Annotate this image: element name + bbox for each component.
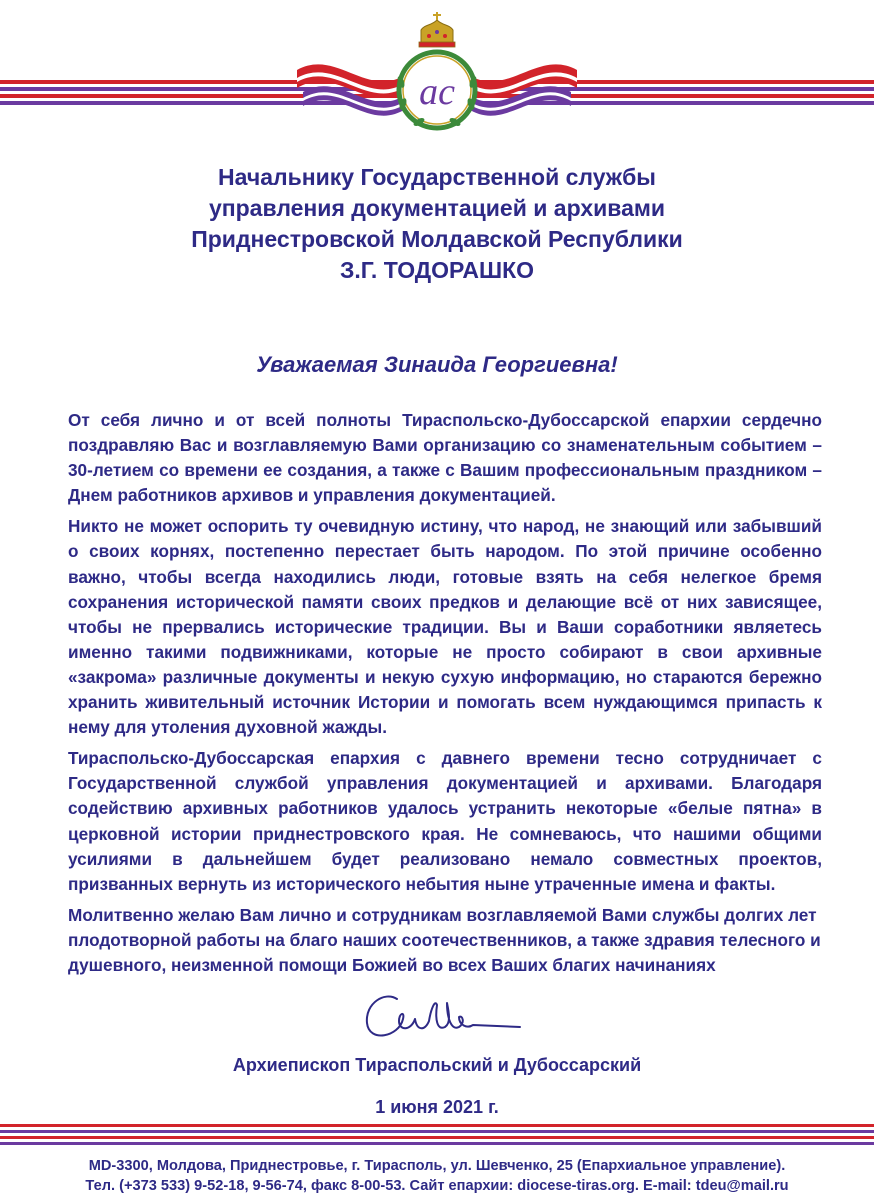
emblem-monogram: ас — [419, 71, 455, 113]
addressee-line: Приднестровской Молдавской Республики — [191, 226, 683, 252]
footer-address: MD-3300, Молдова, Приднестровье, г. Тирасполь, ул. Шевченко, 25 (Епархиальное управление). — [88, 1158, 786, 1174]
paragraph: Никто не может оспорить ту очевидную истину, что народ, не знающий или забывший о своих корнях, постепенно перестает быть народом. По этой причине особенно важно, чтобы всегда находились люди, готовые взять на себя нелегкое бремя сохранения исторической памяти своих предков и делающие всё от них зависящее, чтобы не прервались исторические традиции. Вы и Ваши соработники являетесь именно такими подвижниками, которые не просто собирают в свои архивные «закрома» различные документы и некую сухую информацию, но стараются бережно хранить живительный источник Истории и помогать всем нуждающимся припасть к нему для утоления духовной жажды. — [68, 516, 822, 738]
paragraph: Молитвенно желаю Вам лично и сотрудникам возглавляемой Вами службы долгих лет плодотворной работы на благо наших соотечественников, а также здравия телесного и душевного, неизменной помощи Божией во всех Ваших благих начинаниях — [68, 904, 821, 975]
letter-body — [68, 408, 822, 978]
addressee-name: З.Г. ТОДОРАШКО — [339, 257, 535, 283]
paragraph: От себя лично и от всей полноты Тираспольско-Дубоссарской епархии сердечно поздравляю Вас и возглавляемую Вами организацию со знаменательным событием – 30-летием со времени ее создания, а также с Вашим профессиональным праздником – Днем работников архивов и управления документацией. — [68, 410, 822, 506]
paragraph: Тираспольско-Дубоссарская епархия с давнего времени тесно сотрудничает с Государственной службой управления документацией и архивами. Благодаря содействию архивных работников удалось устранить некоторые «белые пятна» в церковной истории приднестровского края. Не сомневаюсь, что нашими общими усилиями в дальнейшем будет реализовано немало совместных проектов, призванных вернуть из исторического небытия ныне утраченные имена и факты. — [68, 748, 822, 894]
addressee-line: Начальнику Государственной службы — [218, 164, 656, 190]
handwritten-signature-icon — [355, 985, 530, 1050]
footer-contacts — [0, 1156, 874, 1196]
signature-title: Архиепископ Тираспольский и Дубоссарский — [232, 1055, 642, 1075]
footer-phones: Тел. (+373 533) 9-52-18, 9-56-74, факс 8-00-53. Сайт епархии: diocese-tiras.org. E-mail: tdeu@mail.ru — [85, 1178, 789, 1194]
letter-date: 1 июня 2021 г. — [375, 1097, 499, 1117]
addressee-line: управления документацией и архивами — [208, 195, 666, 221]
addressee-block — [0, 162, 874, 286]
greeting: Уважаемая Зинаида Георгиевна! — [256, 352, 618, 377]
diocese-emblem-icon — [297, 8, 577, 138]
footer-stripes — [0, 1124, 874, 1148]
